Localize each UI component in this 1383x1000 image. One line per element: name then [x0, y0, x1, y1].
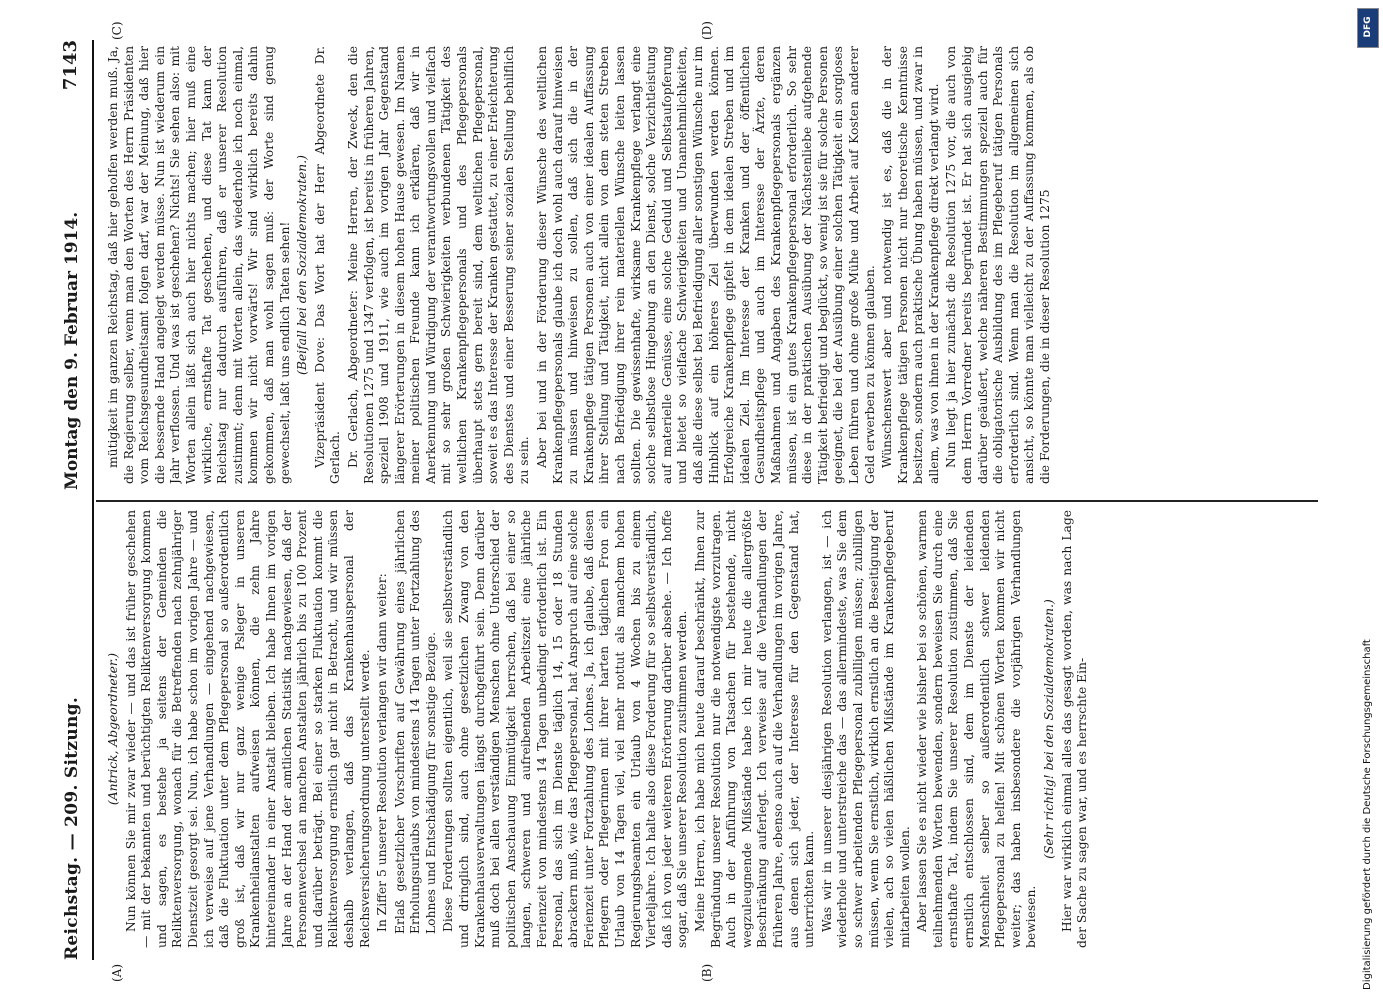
- margin-letter-a: (A): [110, 963, 124, 982]
- left-text-column: [106, 510, 1316, 948]
- quoted-resolution: Erlaß gesetzlicher Vorschriften auf Gewährung eines jährlichen Erholungsurlaubs von mindestens 14 Tagen unter Fortzahlung des Lohnes und Entschädigung für sonstige Bezüge.: [392, 510, 438, 934]
- column-divider: [96, 500, 1318, 502]
- paragraph: mütigkeit im ganzen Reichstag, daß hier geholfen werden muß. Ja, die Regierung selber, wenn man den Worten des Herrn Präsidenten vom Reichsgesundheitsamt folgen darf, war der Meinung, daß hier die bessernde Hand angelegt werden müsse. Nun ist wiederum ein Jahr verflossen. Und was ist geschehen? Nichts! Sie sehen also: mit Worten allein läßt sich auch hier nichts machen; hier muß eine wirkliche, ernsthafte Tat geschehen, und diese Tat kann der Reichstag nur dadurch ausführen, daß er unserer Resolution zustimmt; denn mit Worten allein, das wiederhole ich noch einmal, kommen wir nicht vorwärts! Wir sind wirklich bereits dahin gekommen, daß man wohl sagen muß: der Worte sind genug gewechselt, laßt uns endlich Taten sehen!: [106, 46, 292, 484]
- margin-letter-d: (D): [700, 21, 714, 40]
- paragraph: Hier war wirklich einmal alles das gesagt worden, was nach Lage der Sache zu sagen war, und es herrschte Ein-: [1059, 510, 1090, 948]
- paragraph: Aber bei und in der Förderung dieser Wünsche des weltlichen Krankenpflegepersonals glaube ich doch wohl auch darauf hinweisen zu müssen und hinweisen zu sollen, daß sich die in der Krankenpflege tätigen Personen auch von einer idealen Auffassung ihrer Stellung und Tätigkeit, nicht allein von dem steten Streben nach Befriedigung ihrer rein materiellen Wünsche leiten lassen sollten. Die gewissenhafte, wirksame Krankenpflege verlangt eine solche selbstlose Hingebung an den Dienst, solche Verzichtleistung auf materielle Genüsse, eine solche Geduld und Selbstaufopferung und bietet so vielfache Schwierigkeiten und Unannehmlichkeiten, daß alle diese selbst bei Befriedigung aller sonstigen Wünsche nur im Hinblick auf ein höheres Ziel überwunden werden können. Erfolgreiche Krankenpflege gipfelt in dem idealen Streben und im idealen Ziel. Im Interesse der Kranken und der öffentlichen Gesundheitspflege und auch im Interesse der Ärzte, deren Maßnahmen und Angaben des Krankenpflegepersonals ergänzen müssen, ist ein gutes Krankenpflegepersonal erforderlich. So sehr diese in der praktischen Ausübung der Nächstenliebe aufgehende Tätigkeit befriedigt und beglückt, so wenig ist sie für solche Personen geeignet, die bei der Ausübung einer solchen Tätigkeit ein sorgloses Leben führen und ohne große Mühe und Arbeit auf Kosten anderer Geld erwerben zu können glauben.: [535, 46, 877, 484]
- credit-text: Digitalisierung gefördert durch die Deutsche Forschungsgemeinschaft: [1362, 639, 1373, 990]
- paragraph: Nun können Sie mir zwar wieder — und das ist früher geschehen — mit der bekannten und berüchtigten Reliktenversorgung kommen und sagen, es bestehe ja seitens der Gemeinden die Reliktenversorgung, wonach für die Betreffenden nach zehnjähriger Dienstzeit gesorgt sei. Nun, ich habe schon im vorigen Jahre — und ich verweise auf jene Verhandlungen — eingehend nachgewiesen, daß die Fluktuation unter dem Pflegepersonal so außerordentlich groß ist, daß wir nur ganz wenige Psleger in unseren Krankenheilanstalten aufweisen können, die zehn Jahre hintereinander in einer Anstalt bleiben. Ich habe Ihnen im vorigen Jahre an der Hand der amtlichen Statistik nachgewiesen, daß der Personenwechsel an manchen Anstalten jährlich bis zu 100 Prozent und darüber beträgt. Bei einer so starken Fluktuation kommt die Reliktenversorgung ernstlich gar nicht in Betracht, und wir müssen deshalb verlangen, daß das Krankenhauspersonal der Reichsversicherungsordnung unterstellt werde.: [123, 510, 372, 948]
- note-line: (Sehr richtig! bei den Sozialdemokraten.): [1042, 599, 1057, 859]
- paragraph: Nun liegt ja hier zunächst die Resolution 1275 vor, die auch von dem Herrn Vorredner bereits begründet ist. Er hat sich ausgiebig darüber geäußert, welche näheren Bestimmungen speziell auch für die obligatorische Ausbildung des im Pflegeberuf tätigen Personals erforderlich sind. Wenn man die Resolution im allgemeinen sich ansicht, so könnte man vielleicht zu der Auffassung kommen, als ob die Forderungen, die in dieser Resolution 1275: [944, 46, 1053, 484]
- margin-letter-b: (B): [700, 963, 714, 982]
- header-left-title: Reichstag. — 209. Sitzung.: [62, 696, 82, 960]
- header-date: Montag den 9. Februar 1914.: [62, 211, 82, 490]
- paragraph: Wünschenswert aber und notwendig ist es, daß die in der Krankenpflege tätigen Personen nicht nur theoretische Kenntnisse besitzen, sondern auch praktische Übung haben müssen, und zwar in allem, was von ihnen in der Krankenpflege direkt verlangt wird.: [880, 46, 941, 484]
- right-text-column: [106, 46, 1316, 484]
- paragraph: Meine Herren, ich habe mich heute darauf beschränkt, Ihnen zur Begründung unserer Resolution nur die notwendigste vorzutragen. Auch in der Anführung von Tatsachen für bestehende, nicht wegzuleugnende Mißstände habe ich mir heute die allergrößte Beschränkung auferlegt. Ich verweise auf die Verhandlungen der früheren Jahre, ebenso auch auf die Verhandlungen im vorigen Jahre, aus denen sich jeder, der Interesse für den Gegenstand hat, unterrichten kann.: [692, 510, 817, 948]
- paragraph: Was wir in unserer diesjährigen Resolution verlangen, ist — ich wiederhole und unterstreiche das — das allermindeste, was Sie dem so schwer arbeitenden Pflegepersonal zubilligen müssen; zubilligen müssen, wenn Sie ernstlich, wirklich ernstlich an die Beseitigung der vielen, ach so vielen häßlichen Mißstände im Krankenpflegeberuf mitarbeiten wollen.: [819, 510, 912, 948]
- paragraph: In Ziffer 5 unserer Resolution verlangen wir dann weiter:: [375, 573, 390, 932]
- digitization-credit: [1356, 10, 1380, 990]
- margin-letter-c: (C): [110, 21, 124, 40]
- header-rule: [92, 40, 94, 960]
- note-line: (Beifall bei den Sozialdemokraten.): [295, 155, 310, 375]
- paragraph: Diese Forderungen sollten eigentlich, weil sie selbstverständlich und dringlich sind, auch ohne gesetzlichen Zwang von den Krankenhausverwaltungen längst durchgeführt sein. Denn darüber muß doch bei allen verständigen Menschen ohne Unterschied der politischen Anschauung Einmütigkeit herrschen, daß bei einer so langen, schweren und aufreibenden Arbeitszeit eine jährliche Ferienzeit von mindestens 14 Tagen unbedingt erforderlich ist. Ein Personal, das sich im Dienste täglich 14, 15 oder 18 Stunden abrackern muß, wie das Pflegepersonal, hat Anspruch auf eine solche Ferienzeit unter Fortzahlung des Lohnes. Ja, ich glaube, daß diesen Pflegern oder Pflegerinnen mit ihrer harten täglichen Fron ein Urlaub von 14 Tagen viel, viel mehr nottut als manchem hohen Regierungsbeamten ein Urlaub von 4 Wochen bis zu einem Vierteljahre. Ich halte also diese Forderung für so selbstverständlich, daß ich von jeder weiteren Erörterung darüber absehe. — Ich hoffe sogar, daß Sie unserer Resolution zustimmen werden.: [441, 510, 690, 948]
- paragraph: Dr. Gerlach, Abgeordneter: Meine Herren, der Zweck, den die Resolutionen 1275 und 1347 verfolgen, ist bereits in früheren Jahren, speziell 1908 und 1911, wie auch im vorigen Jahr Gegenstand längerer Erörterungen in diesem hohen Hause gewesen. Im Namen meiner politischen Freunde kann ich erklären, daß wir in Anerkennung und Würdigung der verantwortungsvollen und vielfach mit so sehr großen Schwierigkeiten verbundenen Tätigkeit des weltlichen Krankenpflegepersonals und des Pflegepersonals überhaupt stets gern bereit sind, dem weltlichen Pflegepersonal, soweit es das Interesse der Kranken gestattet, zu einer Erleichterung des Dienstes und einer Besserung seiner sozialen Stellung behilflich zu sein.: [345, 46, 532, 484]
- paragraph: Vizepräsident Dove: Das Wort hat der Herr Abgeordnete Dr. Gerlach.: [312, 46, 343, 484]
- page-number: 7143: [60, 40, 81, 91]
- dfg-logo-text: DFG: [1363, 16, 1373, 38]
- paragraph: Aber lassen Sie es nicht wieder wie bisher bei so schönen, warmen teilnehmenden Worten bewenden, sondern beweisen Sie durch eine ernsthafte Tat, indem Sie unserer Resolution zustimmen, daß Sie ernstlich entschlossen sind, dem im Dienste der leidenden Menschheit selber so außerordentlich schwer leidenden Pflegepersonal zu helfen! Mit schönen Worten kommen wir nicht weiter; das haben insbesondere die vorjährigen Verhandlungen bewiesen.: [915, 510, 1039, 948]
- note-line: (Antrick, Abgeordneter.): [106, 652, 120, 806]
